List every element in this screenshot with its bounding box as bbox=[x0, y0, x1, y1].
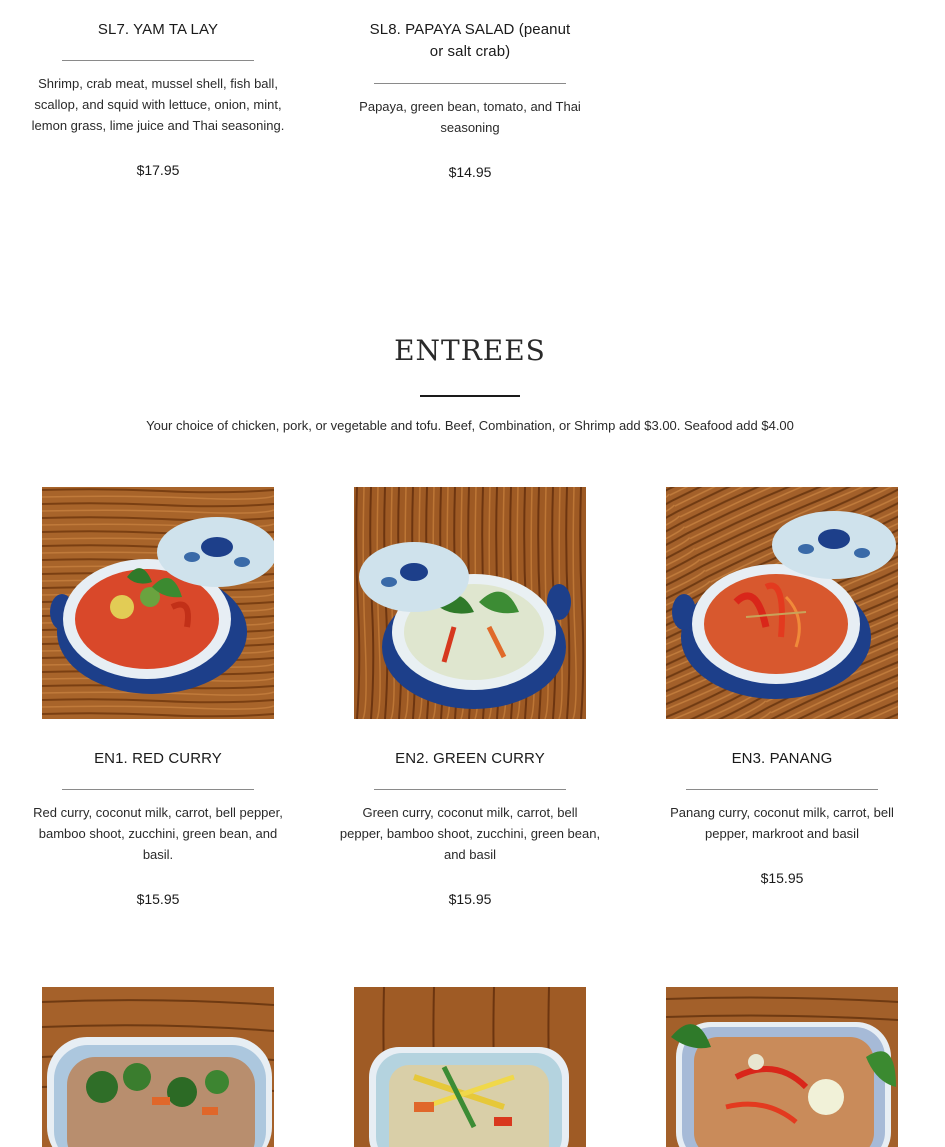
menu-item-en2 bbox=[335, 748, 605, 907]
item-description: Panang curry, coconut milk, carrot, bell pepper, markroot and basil bbox=[670, 805, 894, 841]
item-description: Shrimp, crab meat, mussel shell, fish ball, scallop, and squid with lettuce, onion, mint, lemon grass, lime juice and Thai seasoning. bbox=[31, 76, 285, 133]
item-divider bbox=[62, 789, 254, 790]
section-note: Your choice of chicken, pork, or vegetable and tofu. Beef, Combination, or Shrimp add $3.00. Seafood add $4.00 bbox=[146, 418, 794, 433]
item-divider bbox=[374, 789, 566, 790]
panang-photo bbox=[666, 487, 898, 719]
item-name: EN2. GREEN CURRY bbox=[395, 750, 545, 767]
item-name: SL8. PAPAYA SALAD (peanut or salt crab) bbox=[369, 21, 571, 60]
red-curry-photo bbox=[42, 487, 274, 719]
menu-item-en3 bbox=[647, 748, 917, 886]
menu-item-sl8 bbox=[335, 19, 605, 180]
item-description: Papaya, green bean, tomato, and Thai seasoning bbox=[359, 99, 581, 135]
item-price: $15.95 bbox=[448, 891, 492, 907]
item-name: EN1. RED CURRY bbox=[94, 750, 222, 767]
item-name: EN3. PANANG bbox=[731, 750, 833, 767]
basil-stir-fry-photo bbox=[666, 987, 898, 1147]
item-description: Red curry, coconut milk, carrot, bell pepper, bamboo shoot, zucchini, green bean, and basil. bbox=[33, 805, 283, 862]
item-price: $15.95 bbox=[136, 891, 180, 907]
item-price: $14.95 bbox=[448, 164, 492, 180]
section-divider bbox=[420, 395, 520, 397]
mixed-vegetable-dish-photo bbox=[354, 987, 586, 1147]
item-description: Green curry, coconut milk, carrot, bell pepper, bamboo shoot, zucchini, green bean, and basil bbox=[339, 805, 601, 862]
green-curry-photo bbox=[354, 487, 586, 719]
item-divider bbox=[374, 83, 566, 84]
item-divider bbox=[686, 789, 878, 790]
menu-item-en1 bbox=[23, 748, 293, 907]
menu-item-sl7 bbox=[23, 19, 293, 178]
section-title: ENTREES bbox=[394, 334, 546, 367]
item-price: $17.95 bbox=[136, 162, 180, 178]
item-price: $15.95 bbox=[760, 870, 804, 886]
item-name: SL7. YAM TA LAY bbox=[97, 21, 219, 38]
item-divider bbox=[62, 60, 254, 61]
broccoli-dish-photo bbox=[42, 987, 274, 1147]
